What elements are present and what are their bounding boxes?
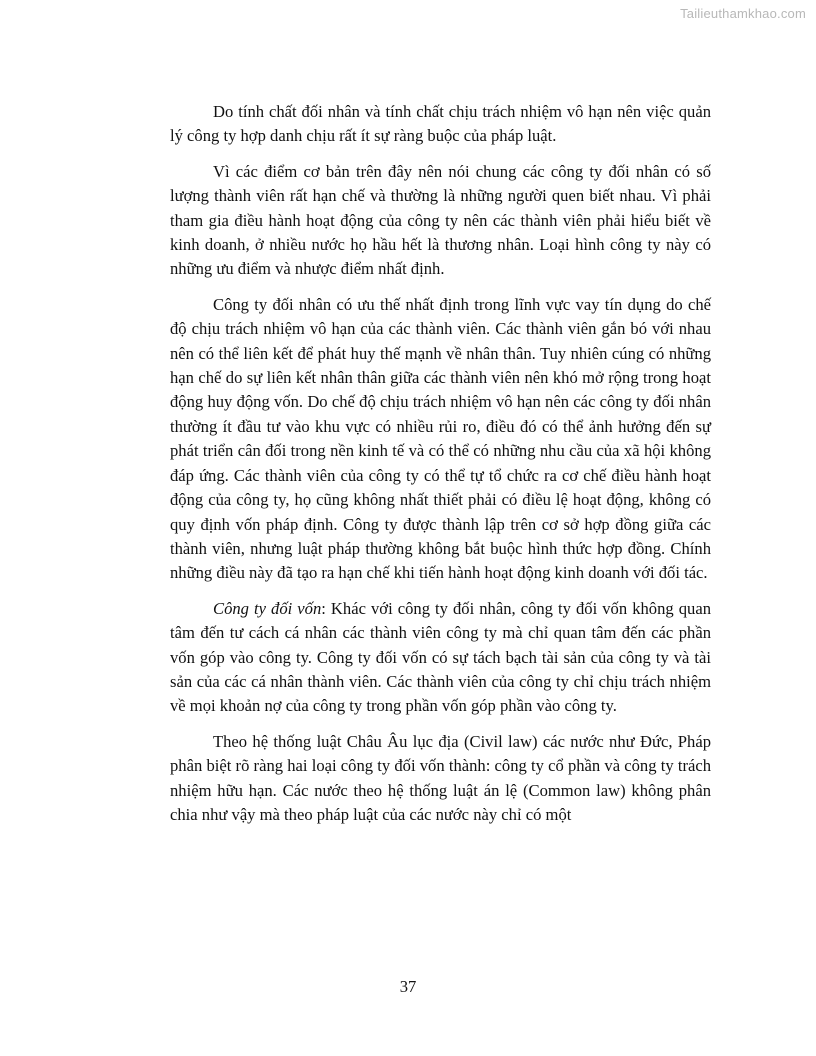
page-body — [170, 100, 711, 838]
paragraph: Do tính chất đối nhân và tính chất chịu trách nhiệm vô hạn nên việc quản lý công ty hợp danh chịu rất ít sự ràng buộc của pháp luật. — [170, 102, 711, 146]
term-emphasis: Công ty đối vốn — [213, 598, 322, 618]
paragraph: Theo hệ thống luật Châu Âu lục địa (Civil law) các nước như Đức, Pháp phân biệt rõ ràng hai loại công ty đối vốn thành: công ty cổ phần và công ty trách nhiệm hữu hạn. Các nước theo hệ thống luật án lệ (Common law) không phân chia như vậy mà theo pháp luật của các nước này chỉ có một — [170, 731, 711, 824]
watermark: Tailieuthamkhao.com — [680, 6, 806, 21]
paragraph: Vì các điểm cơ bản trên đây nên nói chung các công ty đối nhân có số lượng thành viên rất hạn chế và thường là những người quen biết nhau. Vì phải tham gia điều hành hoạt động của công ty nên các thành viên phải hiểu biết về kinh doanh, ở nhiều nước họ hầu hết là thương nhân. Loại hình công ty này có những ưu điểm và nhược điểm nhất định. — [170, 161, 711, 279]
paragraph — [170, 597, 711, 719]
paragraph-text: : Khác với công ty đối nhân, công ty đối vốn không quan tâm đến tư cách cá nhân các thành viên công ty mà chỉ quan tâm đến các phần vốn góp vào công ty. Công ty đối vốn có sự tách bạch tài sản của công ty và tài sản của các cá nhân thành viên. Các thành viên của công ty chỉ chịu trách nhiệm về mọi khoản nợ của công ty trong phần vốn góp phần vào công ty. — [170, 598, 711, 716]
page-number: 37 — [399, 977, 417, 996]
paragraph: Công ty đối nhân có ưu thế nhất định trong lĩnh vực vay tín dụng do chế độ chịu trách nhiệm vô hạn của các thành viên. Các thành viên gắn bó với nhau nên có thể liên kết để phát huy thế mạnh về nhân thân. Tuy nhiên cúng có những hạn chế do sự liên kết nhân thân giữa các thành viên nên khó mở rộng trong hoạt động huy động vốn. Do chế độ chịu trách nhiệm vô hạn nên các công ty đối nhân thường ít đầu tư vào khu vực có nhiều rủi ro, điều đó có thể ảnh hưởng đến sự phát triển cân đối trong nền kinh tế và có thể có những nhu cầu của xã hội không đáp ứng. Các thành viên của công ty có thể tự tổ chức ra cơ chế điều hành hoạt động của công ty, họ cũng không nhất thiết phải có điều lệ hoạt động, không có quy định vốn pháp định. Công ty được thành lập trên cơ sở hợp đồng giữa các thành viên, nhưng luật pháp thường không bắt buộc hình thức hợp đồng. Chính những điều này đã tạo ra hạn chế khi tiến hành hoạt động kinh doanh với đối tác. — [170, 294, 711, 583]
